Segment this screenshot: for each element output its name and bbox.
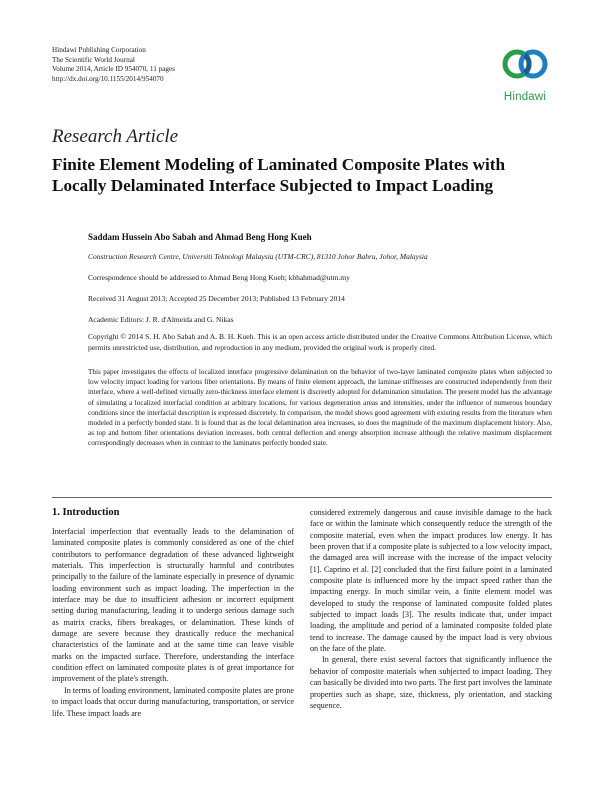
authors: Saddam Hussein Abo Sabah and Ahmad Beng Hong Kueh — [88, 232, 312, 242]
intro-paragraph-4: In general, there exist several factors that significantly influence the behavior of composite materials when subjected to impact loading. They can basically be divided into two parts. The first part involves the laminate properties such as shape, size, thickness, ply orientation, and stacking sequence. — [310, 655, 552, 710]
correspondence: Correspondence should be addressed to Ahmad Beng Hong Kueh; kbhahmad@utm.my — [88, 273, 350, 282]
journal-name: The Scientific World Journal — [52, 55, 135, 64]
copyright-notice: Copyright © 2014 S. H. Abo Sabah and A. B. H. Kueh. This is an open access article distributed under the Creative Commons Attribution License, which permits unrestricted use, distribution, and reproduction in any medium, provided the original work is properly cited. — [88, 332, 552, 352]
affiliation: Construction Research Centre, Universiti Teknologi Malaysia (UTM-CRC), 81310 Johor Bahru, Johor, Malaysia — [88, 252, 428, 261]
publication-info — [52, 46, 175, 84]
hindawi-logo-text: Hindawi — [503, 91, 547, 103]
intro-paragraph-1: Interfacial imperfection that eventually leads to the delamination of laminated composite plates is commonly considered as one of the chief contributors to performance degradation of these advanced lightweight materials. This imperfection is structurally harmful and contributes principally to the failure of the laminate especially in presence of dynamic loading environment such as impact loading. The imperfection in the interface may be due to insufficient adhesion or incorrect equipment setting during manufacturing, leading it to undergo serious damage such as matrix cracks, fibers breakages, or delamination. These kinds of damage are severe because they drastically reduce the mechanical characteristics of the laminate and at the same time can leave visible marks on the impacted surface. Therefore, understanding the interface condition effect on laminated composite plates is of great importance for improvement of the plate's strength. — [52, 527, 294, 684]
right-column — [310, 507, 552, 711]
hindawi-logo — [497, 42, 553, 106]
paper-title: Finite Element Modeling of Laminated Composite Plates with Locally Delaminated Interface Subjected to Impact Loading — [52, 155, 506, 195]
publisher-name: Hindawi Publishing Corporation — [52, 46, 146, 54]
doi-link[interactable]: http://dx.doi.org/10.1155/2014/954070 — [52, 74, 164, 83]
volume-info: Volume 2014, Article ID 954070, 11 pages — [52, 65, 175, 74]
intro-paragraph-2: In terms of loading environment, laminated composite plates are prone to impact loads that occur during manufacturing, transportation, or service life. These impact loads are — [52, 685, 294, 718]
article-type: Research Article — [52, 126, 179, 147]
intro-paragraph-3: considered extremely dangerous and cause invisible damage to the back face or within the laminate which consequently reduce the strength of the composite material, even when the impact produces low energy. It has been proven that if a composite plate is subjected to a low velocity impact, the damaged area will increase with the increase of the impact velocity [1]. Caprino et al. [2] concluded that the first failure point in a laminated composite plate is influenced more by the impact speed rather than the impacting energy. In much similar vein, a finite element model was developed to study the response of laminated composite folded plates subjected to impact loads [3]. The results indicate that, under impact loading, the amplitude and period of a laminated composite folded plate tend to increase. The damage caused by the impact load is very obvious on the face of the plate. — [310, 508, 552, 654]
hindawi-logo-icon — [497, 42, 553, 90]
introduction-heading: 1. Introduction — [52, 507, 120, 518]
left-column — [52, 526, 294, 719]
publication-dates: Received 31 August 2013; Accepted 25 December 2013; Published 13 February 2014 — [88, 294, 345, 303]
section-divider — [52, 497, 552, 498]
academic-editors: Academic Editors: J. R. d'Almeida and G. Nikas — [88, 315, 234, 324]
abstract: This paper investigates the effects of localized interface progressive delamination on the behavior of two-layer laminated composite plates when subjected to low velocity impact loading for various fiber orientations. By means of finite element approach, the laminae stiffnesses are constructed independently from their interface, where a well-defined virtually zero-thickness interface element is discreetly adopted for delamination simulation. The present model has the advantage of simulating a localized interfacial condition at arbitrary locations, for various degeneration areas and intensities, under the influence of numerous boundary conditions since the interfacial description is expressed discretely. In comparison, the model shows good agreement with existing results from the literature when modeled in a perfectly bonded state. It is found that as the local delamination area increases, so does the magnitude of the maximum displacement history. Also, as top and bottom fiber orientations deviation increases, both central deflection and energy absorption increase although the relative maximum displacement correspondingly decreases when in contrast to the laminates perfectly bonded state. — [88, 368, 552, 448]
